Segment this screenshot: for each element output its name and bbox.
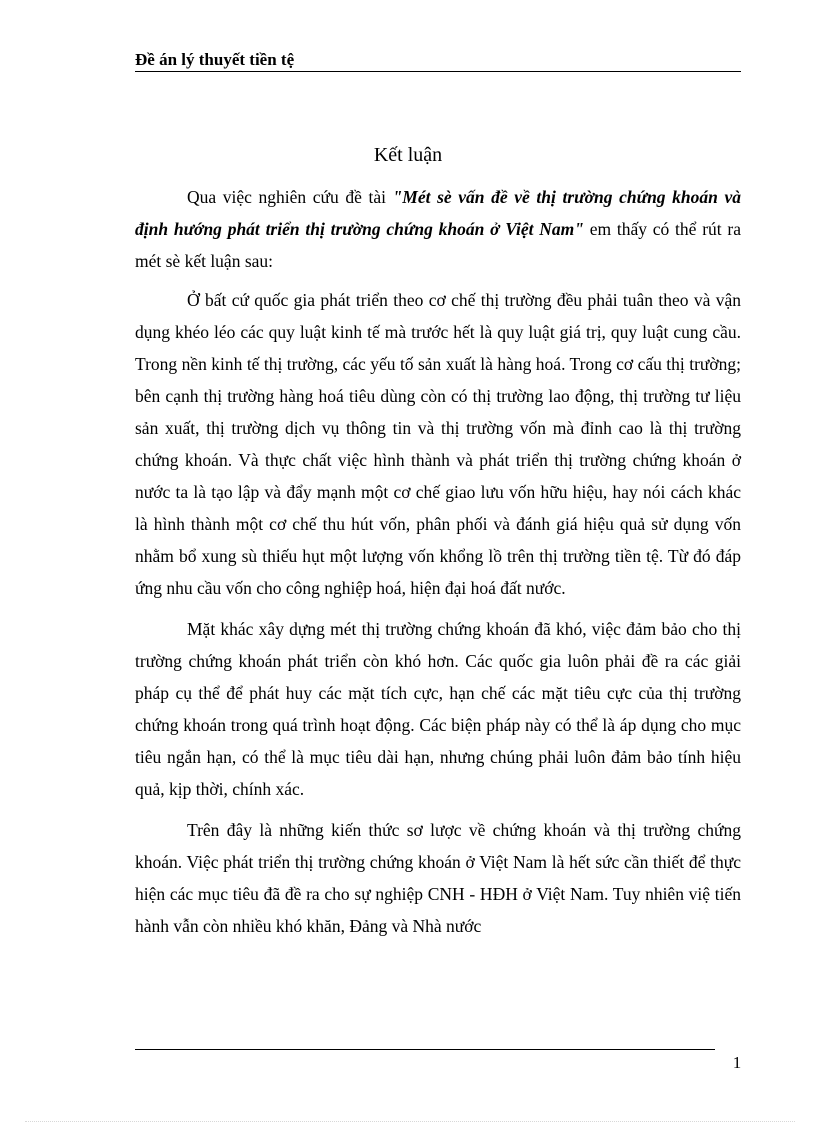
paragraph-summary: Trên đây là những kiến thức sơ lược về chứng khoán và thị trường chứng khoán. Việc phát triển thị trường chứng khoán ở Việt Nam là hết sức cần thiết để thực hiện các mục tiêu đã đề ra cho sự nghiệp CNH - HĐH ở Việt Nam. Tuy nhiên việ tiến hành vẫn còn nhiều khó khăn, Đảng và Nhà nước [135, 820, 741, 936]
paragraph-development-measures: Mặt khác xây dựng mét thị trường chứng khoán đã khó, việc đảm bảo cho thị trường chứng khoán phát triển còn khó hơn. Các quốc gia luôn phải đề ra các giải pháp cụ thể để phát huy các mặt tích cực, hạn chế các mặt tiêu cực của thị trường chứng khoán trong quá trình hoạt động. Các biện pháp này có thể là áp dụng cho mục tiêu ngắn hạn, có thể là mục tiêu dài hạn, nhưng chúng phải luôn đảm bảo tính hiệu quả, kịp thời, chính xác. [135, 619, 741, 799]
section-title: Kết luận [373, 144, 443, 166]
intro-text-before: Qua việc nghiên cứu đề tài [187, 187, 393, 207]
page-bottom-edge [25, 1121, 795, 1122]
intro-text-after: em thấy có thể rút ra mét sè kết luận sau: [135, 219, 741, 271]
paragraph-market-economy: Ở bất cứ quốc gia phát triển theo cơ chế thị trường đều phải tuân theo và vận dụng khéo léo các quy luật kinh tế mà trước hết là quy luật giá trị, quy luật cung cầu. Trong nền kinh tế thị trường, các yếu tố sản xuất là hàng hoá. Trong cơ cấu thị trường; bên cạnh thị trường hàng hoá tiêu dùng còn có thị trường lao động, thị trường tư liệu sản xuất, thị trường dịch vụ thông tin và thị trường vốn mà đỉnh cao là thị trường chứng khoán. Và thực chất việc hình thành và phát triển thị trường chứng khoán ở nước ta là tạo lập và đẩy mạnh một cơ chế giao lưu vốn hữu hiệu, hay nói cách khác là hình thành một cơ chế thu hút vốn, phân phối và đánh giá hiệu quả sử dụng vốn nhằm bổ xung sù thiếu hụt một lượng vốn khổng lồ trên thị trường tiền tệ. Từ đó đáp ứng nhu cầu vốn cho công nghiệp hoá, hiện đại hoá đất nước. [135, 290, 741, 598]
intro-paragraph [135, 181, 741, 277]
thesis-topic-title: "Mét sè vấn đề về thị trường chứng khoán và định hướng phát triển thị trường chứng khoán ở Việt Nam" [135, 187, 741, 239]
running-header-title: Đề án lý thuyết tiền tệ [135, 50, 295, 69]
running-header [135, 50, 741, 72]
footer-divider [135, 1049, 715, 1050]
document-body [135, 181, 741, 951]
page-number: 1 [732, 1053, 742, 1072]
